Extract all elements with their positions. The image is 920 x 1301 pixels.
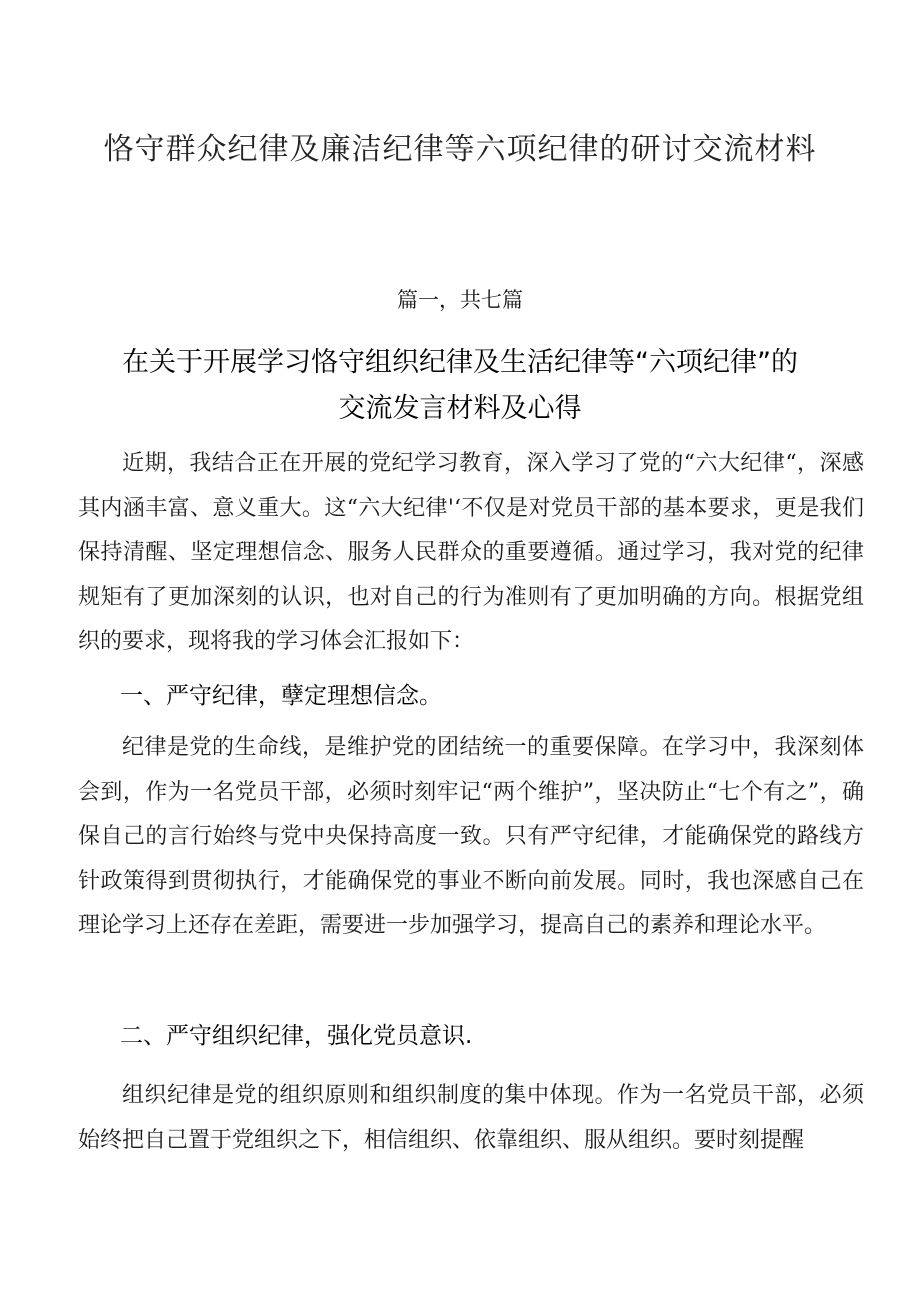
paragraph-intro: 近期，我结合正在开展的党纪学习教育，深入学习了党的“六大纪律“，深感其内涵丰富、意义重大。这“六大纪律'‘不仅是对党员干部的基本要求，更是我们保持清醒、坚定理想信念、服务人民群众的重要遵循。通过学习，我对党的纪律规矩有了更加深刻的认识，也对自己的行为准则有了更加明确的方向。根据党组织的要求，现将我的学习体会汇报如下： <box>78 451 864 654</box>
section-heading-2: 二、严守组织纪律，强化党员意识. <box>120 1023 473 1049</box>
article-title-line1: 在关于开展学习恪守组织纪律及生活纪律等“六项纪律”的 <box>122 347 798 378</box>
article-title <box>90 340 830 432</box>
paragraph-section-1: 纪律是党的生命线，是维护党的团结统一的重要保障。在学习中，我深刻体会到，作为一名党员干部，必须时刻牢记“两个维护”，坚决防止“七个有之”，确保自己的言行始终与党中央保持高度一致。只有严守纪律，才能确保党的路线方针政策得到贯彻执行，才能确保党的事业不断向前发展。同时，我也深感自己在理论学习上还存在差距，需要进一步加强学习，提高自己的素养和理论水平。 <box>78 735 864 938</box>
part-label: 篇一，共七篇 <box>397 288 523 312</box>
paragraph-section-2: 组织纪律是党的组织原则和组织制度的集中体现。作为一名党员干部，必须始终把自己置于党组织之下，相信组织、依靠组织、服从组织。要时刻提醒 <box>78 1083 864 1153</box>
document-title: 恪守群众纪律及廉洁纪律等六项纪律的研讨交流材料 <box>103 132 817 167</box>
article-title-line2: 交流发言材料及心得 <box>338 393 582 424</box>
section-heading-1: 一、严守纪律，孽定理想信念。 <box>120 683 442 709</box>
